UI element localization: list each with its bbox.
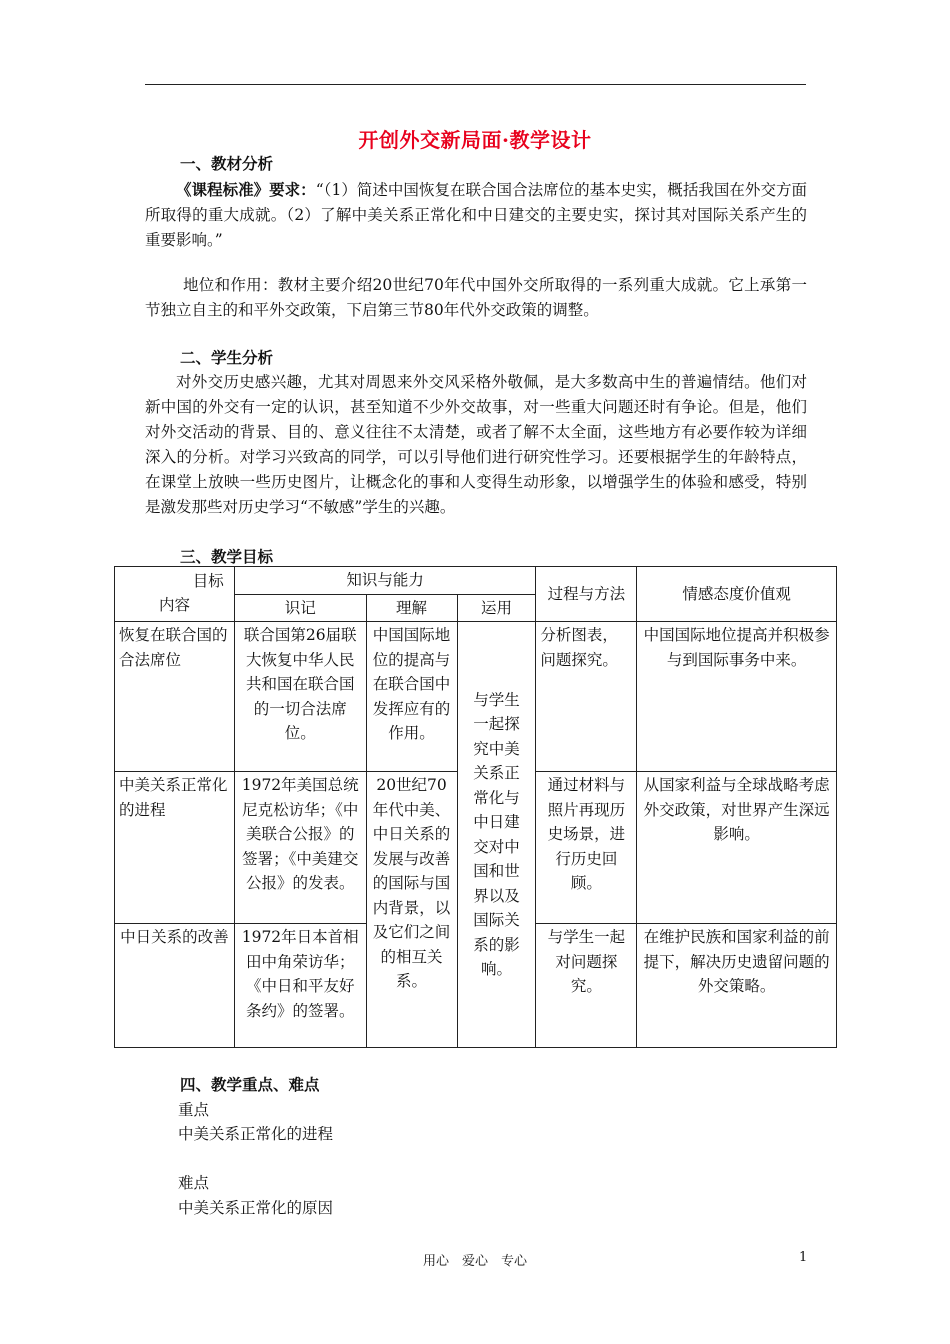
content-cell: 中日关系的改善 xyxy=(115,924,235,1048)
emotion-cell: 从国家利益与全球战略考虑外交政策，对世界产生深远影响。 xyxy=(637,772,837,924)
difficulty-label: 难点 xyxy=(178,1174,210,1192)
corner-header-content: 内容 xyxy=(159,596,191,614)
section-heading-1: 一、教材分析 xyxy=(180,154,274,173)
apply-shared-cell: 与学生一起探究中美关系正常化与中日建交对中国和世界以及国际关系的影响。 xyxy=(457,622,536,1048)
section-heading-2: 二、学生分析 xyxy=(180,348,274,367)
emotion-values-header: 情感态度价值观 xyxy=(637,567,837,622)
understand-header: 理解 xyxy=(366,594,457,622)
memorize-cell: 1972年日本首相田中角荣访华；《中日和平友好条约》的签署。 xyxy=(234,924,366,1048)
table-row xyxy=(115,622,837,772)
content-cell: 恢复在联合国的合法席位 xyxy=(115,622,235,772)
footer-motto: 用心 爱心 专心 xyxy=(422,1254,527,1269)
table-header-row xyxy=(115,567,837,595)
page-number: 1 xyxy=(799,1250,808,1265)
knowledge-ability-header: 知识与能力 xyxy=(234,567,536,595)
section-heading-3: 三、教学目标 xyxy=(180,547,274,566)
understand-cell: 中国国际地位的提高与在联合国中发挥应有的作用。 xyxy=(366,622,457,772)
header-rule xyxy=(145,84,806,85)
corner-header-cell xyxy=(115,567,235,622)
memorize-cell: 1972年美国总统尼克松访华；《中美联合公报》的签署；《中美建交公报》的发表。 xyxy=(234,772,366,924)
process-cell: 分析图表，问题探究。 xyxy=(536,622,637,772)
page-title: 开创外交新局面·教学设计 xyxy=(358,128,592,152)
role-paragraph: 地位和作用：教材主要介绍20世纪70年代中国外交所取得的一系列重大成就。它上承第一节独立自主的和平外交政策，下启第三节80年代外交政策的调整。 xyxy=(145,276,807,319)
apply-header: 运用 xyxy=(457,594,536,622)
difficulty-text: 中美关系正常化的原因 xyxy=(178,1199,334,1217)
emotion-cell: 在维护民族和国家利益的前提下，解决历史遗留问题的外交策略。 xyxy=(637,924,837,1048)
process-cell: 通过材料与照片再现历史场景，进行历史回顾。 xyxy=(536,772,637,924)
emotion-cell: 中国国际地位提高并积极参与到国际事务中来。 xyxy=(637,622,837,772)
objectives-table xyxy=(114,566,837,1048)
process-method-header: 过程与方法 xyxy=(536,567,637,622)
standard-text: “（1）简述中国恢复在联合国合法席位的基本史实，概括我国在外交方面所取得的重大成就。（2）了解中美关系正常化和中日建交的主要史实，探讨其对国际关系产生的重要影响。” xyxy=(145,181,807,249)
student-analysis-paragraph: 对外交历史感兴趣，尤其对周恩来外交风采格外敬佩，是大多数高中生的普遍情结。他们对新中国的外交有一定的认识，甚至知道不少外交故事，对一些重大问题还时有争论。但是，他们对外交活动的背景、目的、意义往往不太清楚，或者了解不太全面，这些地方有必要作较为详细深入的分析。对学习兴致高的同学，可以引导他们进行研究性学习。还要根据学生的年龄特点，在课堂上放映一些历史图片，让概念化的事和人变得生动形象，以增强学生的体验和感受，特别是激发那些对历史学习“不敏感”学生的兴趣。 xyxy=(145,373,807,516)
process-cell: 与学生一起对问题探究。 xyxy=(536,924,637,1048)
key-point-label: 重点 xyxy=(178,1101,210,1119)
understand-shared-cell: 20世纪70年代中美、中日关系的发展与改善的国际与国内背景，以及它们之间的相互关系。 xyxy=(366,772,457,1048)
memorize-cell: 联合国第26届联大恢复中华人民共和国在联合国的一切合法席位。 xyxy=(234,622,366,772)
content-cell: 中美关系正常化的进程 xyxy=(115,772,235,924)
curriculum-standard-paragraph xyxy=(145,177,807,253)
section-heading-4: 四、教学重点、难点 xyxy=(180,1075,320,1094)
standard-label: 《课程标准》要求： xyxy=(176,180,316,199)
corner-header-goal: 目标 xyxy=(192,572,224,590)
memorize-header: 识记 xyxy=(234,594,366,622)
key-point-text: 中美关系正常化的进程 xyxy=(178,1125,334,1143)
